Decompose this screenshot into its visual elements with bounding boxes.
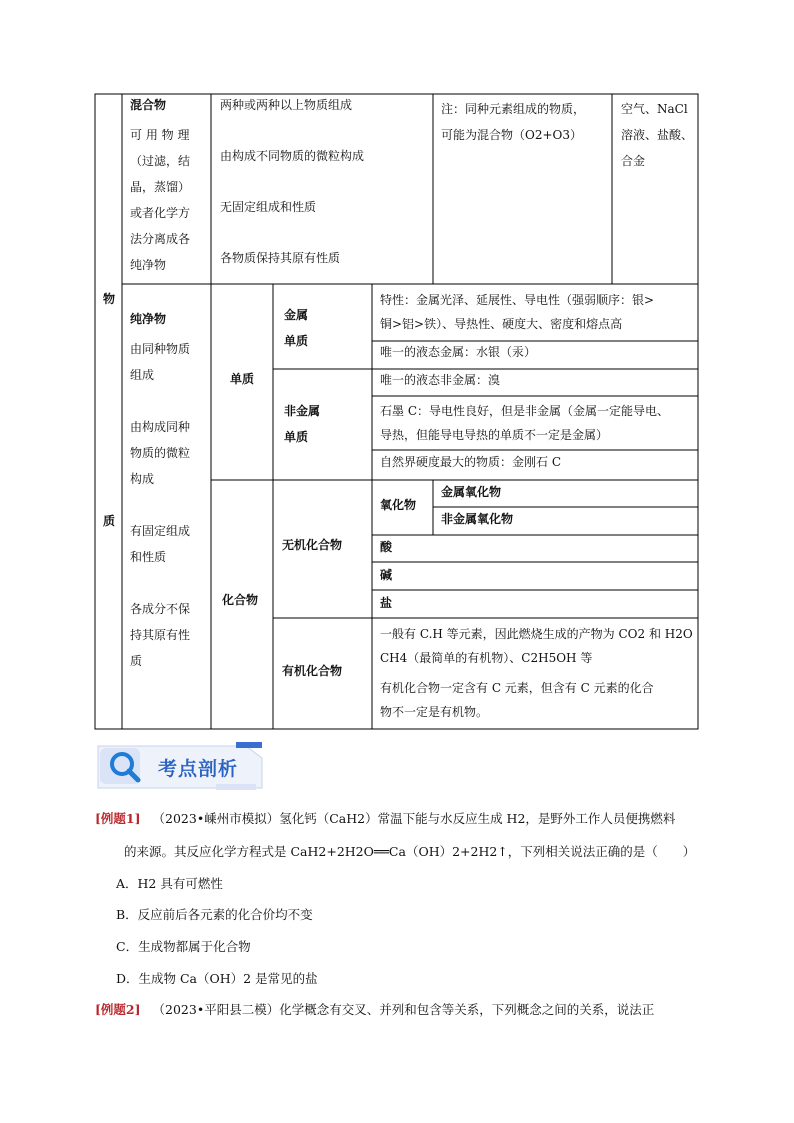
option-c: C．生成物都属于化合物 — [116, 939, 251, 954]
question-1-stem: （2023•嵊州市模拟）氢化钙（CaH2）常温下能与水反应生成 H2，是野外工作人员便携燃料 — [152, 811, 676, 826]
organic-note-line: 有机化合物一定含有 C 元素，但含有 C 元素的化合 — [380, 681, 654, 695]
diamond-note: 自然界硬度最大的物质：金刚石 C — [380, 455, 561, 469]
graphite-note-line: 导热，但能导电导热的单质不一定是金属） — [380, 428, 609, 442]
inorganic-label: 无机化合物 — [282, 538, 343, 552]
pure-desc-line: 质 — [130, 654, 143, 668]
organic-note-line: CH4（最简单的有机物）、C2H5OH 等 — [380, 651, 593, 665]
nonmetal-oxide: 非金属氧化物 — [441, 512, 514, 526]
graphite-note-line: 石墨 C：导电性良好，但是非金属（金属一定能导电、 — [380, 404, 669, 418]
pure-desc-line: 组成 — [130, 368, 155, 382]
pure-desc-line: 由同种物质 — [130, 342, 191, 356]
graphite-note — [380, 399, 669, 447]
base-label: 碱 — [380, 568, 393, 582]
metal-liquid: 唯一的液态金属：水银（汞） — [380, 345, 537, 359]
compound-label: 化合物 — [222, 593, 259, 607]
option-a: A．H2 具有可燃性 — [116, 876, 223, 891]
pure-desc — [130, 336, 190, 674]
mixture-title: 混合物 — [130, 98, 167, 112]
question-1-line-2: 的来源。其反应化学方程式是 CaH2+2H2O══Ca（OH）2+2H2↑，下列相关说法正确的是（ ） — [124, 844, 696, 859]
mixture-note — [441, 96, 585, 148]
metal-oxide: 金属氧化物 — [441, 485, 502, 499]
side-label-top: 物 — [103, 292, 116, 306]
pure-desc-line: 物质的微粒 — [130, 446, 191, 460]
mixture-desc — [130, 122, 190, 278]
nonmetal-label-line: 单质 — [284, 430, 309, 444]
nonmetal-label-line: 非金属 — [284, 404, 321, 418]
mixture-examples — [621, 96, 693, 174]
element-label: 单质 — [230, 372, 255, 386]
pure-desc-line: 和性质 — [130, 550, 167, 564]
side-label-bottom: 质 — [103, 514, 116, 528]
metal-prop-line: 特性：金属光泽、延展性、导电性（强弱顺序：银> — [380, 293, 655, 307]
mixture-desc-line: 纯净物 — [130, 258, 167, 272]
question-2-line-1 — [95, 1001, 654, 1019]
organic-label: 有机化合物 — [282, 664, 343, 678]
metal-label-line: 金属 — [284, 308, 309, 322]
mixture-note-line: 可能为混合物（O2+O3） — [441, 128, 583, 142]
section-title: 考点剖析 — [158, 758, 239, 780]
organic-note-line: 一般有 C.H 等元素，因此燃烧生成的产物为 CO2 和 H2O — [380, 627, 693, 641]
mixture-prop: 各物质保持其原有性质 — [220, 251, 341, 265]
pure-desc-line: 各成分不保 — [130, 602, 191, 616]
metal-props — [380, 288, 654, 336]
pure-desc-line: 由构成同种 — [130, 420, 191, 434]
salt-label: 盐 — [380, 596, 393, 610]
mixture-desc-line: 或者化学方 — [130, 206, 191, 220]
mixture-example-line: 溶液、盐酸、 — [621, 128, 694, 142]
mixture-prop: 无固定组成和性质 — [220, 200, 317, 214]
question-1-line-1 — [95, 810, 675, 828]
organic-note-line: 物不一定是有机物。 — [380, 705, 489, 719]
organic-notes — [380, 622, 693, 724]
pure-title: 纯净物 — [130, 312, 167, 326]
metal-label — [284, 302, 308, 354]
pure-desc-line: 持其原有性 — [130, 628, 191, 642]
option-b: B．反应前后各元素的化合价均不变 — [116, 907, 313, 922]
mixture-desc-line: 晶，蒸馏） — [130, 180, 191, 194]
pure-desc-line: 有固定组成 — [130, 524, 191, 538]
mixture-props — [220, 96, 364, 267]
metal-prop-line: 铜>铝>铁）、导热性、硬度大、密度和熔点高 — [380, 317, 623, 331]
mixture-example-line: 空气、NaCl — [621, 102, 688, 116]
mixture-desc-line: 法分离成各 — [130, 232, 191, 246]
acid-label: 酸 — [380, 540, 393, 554]
search-icon — [108, 750, 142, 784]
question-2-label: [例题2] — [95, 1002, 141, 1017]
question-1-label: [例题1] — [95, 811, 141, 826]
mixture-prop: 两种或两种以上物质组成 — [220, 98, 353, 112]
metal-label-line: 单质 — [284, 334, 309, 348]
mixture-prop: 由构成不同物质的微粒构成 — [220, 149, 365, 163]
mixture-example-line: 合金 — [621, 154, 646, 168]
nonmetal-liquid: 唯一的液态非金属：溴 — [380, 373, 501, 387]
mixture-desc-line: （过滤，结 — [130, 154, 191, 168]
question-2-stem: （2023•平阳县二模）化学概念有交叉、并列和包含等关系，下列概念之间的关系，说法正 — [152, 1002, 655, 1017]
pure-desc-line: 构成 — [130, 472, 155, 486]
mixture-note-line: 注：同种元素组成的物质， — [441, 102, 586, 116]
option-d: D．生成物 Ca（OH）2 是常见的盐 — [116, 971, 318, 986]
mixture-desc-line: 可 用 物 理 — [130, 128, 190, 142]
nonmetal-label — [284, 398, 320, 450]
oxide-label: 氧化物 — [380, 498, 417, 512]
